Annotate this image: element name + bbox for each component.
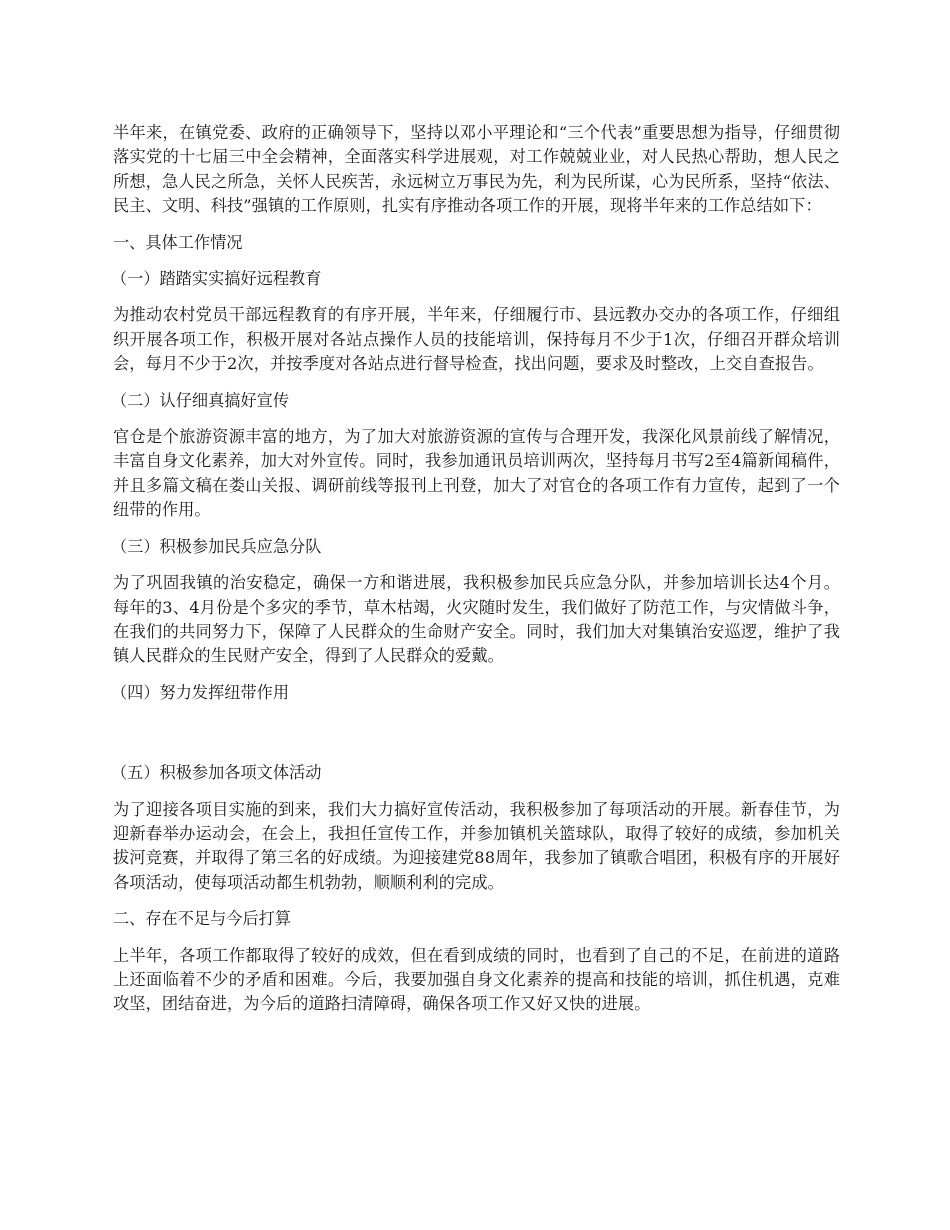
section-2-heading: 二、存在不足与今后打算 <box>113 909 292 929</box>
subsection-5-heading: （五）积极参加各项文体活动 <box>111 763 322 783</box>
document-page <box>113 121 840 1029</box>
subsection-2-paragraph: 官仓是个旅游资源丰富的地方，为了加大对旅游资源的宣传与合理开发，我深化风景前线了解情况，丰富自身文化素养，加大对外宣传。同时，我参加通讯员培训两次，坚持每月书写2至4篇新闻稿件，并且多篇文稿在娄山关报、调研前线等报刊上刊登，加大了对官仓的各项工作有力宣传，起到了一个纽带的作用。 <box>113 427 840 520</box>
intro-paragraph: 半年来，在镇党委、政府的正确领导下，坚持以邓小平理论和“三个代表”重要思想为指导，仔细贯彻落实党的十七届三中全会精神，全面落实科学进展观，对工作兢兢业业，对人民热心帮助，想人民之所想，急人民之所急，关怀人民疾苦，永远树立万事民为先，利为民所谋，心为民所系，坚持“依法、民主、文明、科技”强镇的工作原则，扎实有序推动各项工作的开展，现将半年来的工作总结如下： <box>113 123 840 216</box>
subsection-1-heading: （一）踏踏实实搞好远程教育 <box>111 269 322 289</box>
subsection-2-heading: （二）认仔细真搞好宣传 <box>111 390 290 410</box>
subsection-1-paragraph: 为推动农村党员干部远程教育的有序开展，半年来，仔细履行市、县远教办交办的各项工作，仔细组织开展各项工作，积极开展对各站点操作人员的技能培训，保持每月不少于1次，仔细召开群众培训会，每月不少于2次，并按季度对各站点进行督导检查，找出问题，要求及时整改，上交自查报告。 <box>113 305 840 374</box>
subsection-5-paragraph: 为了迎接各项目实施的到来，我们大力搞好宣传活动，我积极参加了每项活动的开展。新春佳节，为迎新春举办运动会，在会上，我担任宣传工作，并参加镇机关篮球队，取得了较好的成绩，参加机关拔河竞赛，并取得了第三名的好成绩。为迎接建党88周年，我参加了镇歌合唱团，积极有序的开展好各项活动，使每项活动都生机勃勃，顺顺利利的完成。 <box>113 799 840 892</box>
subsection-3-heading: （三）积极参加民兵应急分队 <box>111 536 322 556</box>
subsection-3-paragraph: 为了巩固我镇的治安稳定，确保一方和谐进展，我积极参加民兵应急分队，并参加培训长达4个月。每年的3、4月份是个多灾的季节，草木枯竭，火灾随时发生，我们做好了防范工作，与灾情做斗争，在我们的共同努力下，保障了人民群众的生命财产安全。同时，我们加大对集镇治安巡逻，维护了我镇人民群众的生民财产安全，得到了人民群众的爱戴。 <box>113 573 840 666</box>
section-1-heading: 一、具体工作情况 <box>113 232 243 252</box>
subsection-4-heading: （四）努力发挥纽带作用 <box>111 682 290 702</box>
section-2-paragraph: 上半年，各项工作都取得了较好的成效，但在看到成绩的同时，也看到了自己的不足，在前进的道路上还面临着不少的矛盾和困难。今后，我要加强自身文化素养的提高和技能的培训，抓住机遇，克难攻坚，团结奋进，为今后的道路扫清障碍，确保各项工作又好又快的进展。 <box>113 945 840 1014</box>
blank-space <box>113 717 840 761</box>
